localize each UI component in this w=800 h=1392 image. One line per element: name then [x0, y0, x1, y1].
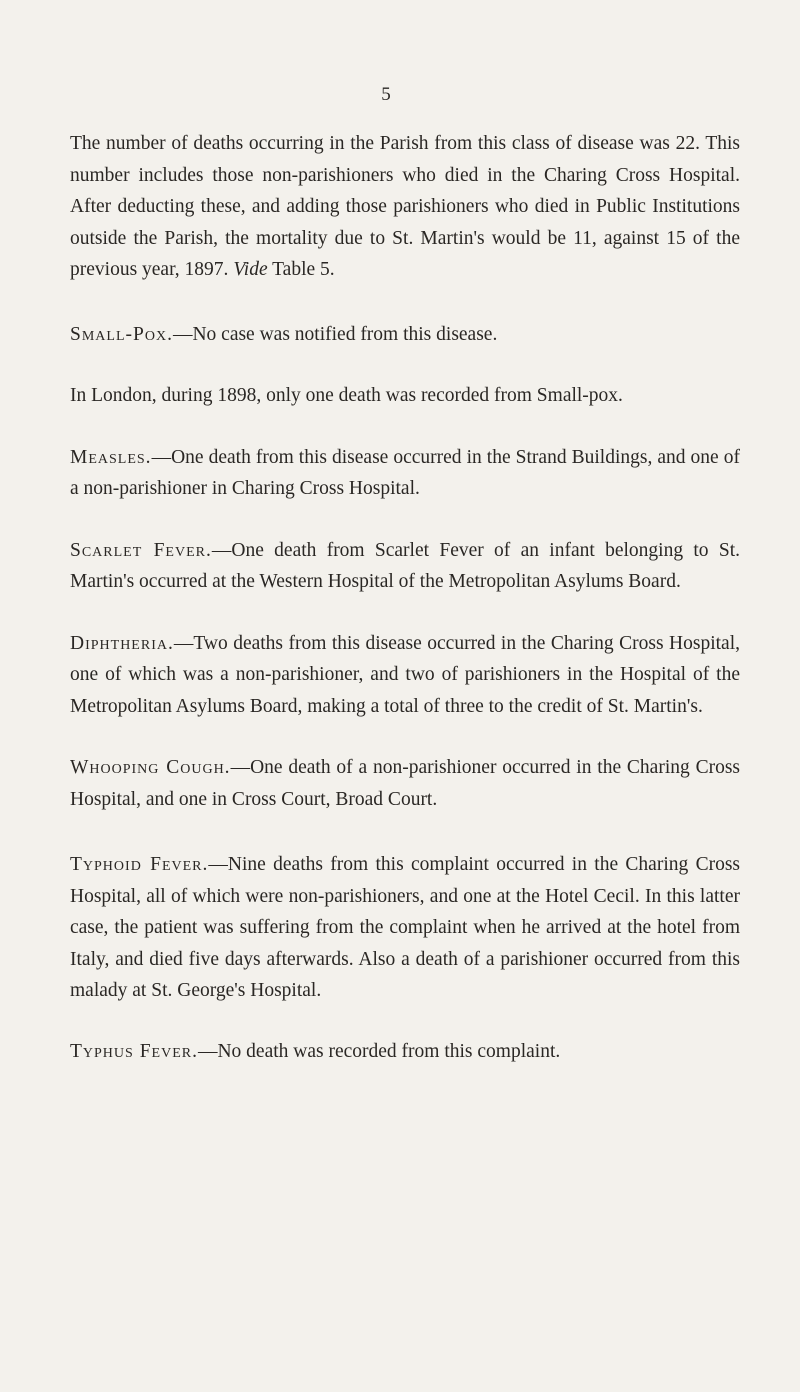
heading-small-pox: Small-Pox. — [70, 323, 173, 345]
heading-measles: Measles. — [70, 446, 152, 468]
body-typhoid-fever: —Nine deaths from this complaint occurred in the Charing Cross Hospital, all of which were non-parishioners, and one at the Hotel Cecil. In this latter case, the patient was suffering from the complaint when he arrived at the hotel from Italy, and died five days afterwards. Also a death of a parishioner occurred from this malady at St. George's Hospital. — [70, 854, 740, 1001]
intro-text-start: The number of deaths occurring in the Parish from this class of disease was 22. This number includes those non-parishioners who died in the Charing Cross Hospital. After deducting these, and adding those parishioners who died in Public Institutions outside the Parish, the mortality due to St. Martin's would be 11, against 15 of the previous year, 1897. — [70, 133, 740, 280]
paragraph-diphtheria — [70, 628, 740, 723]
body-measles: —One death from this disease occurred in the Strand Buildings, and one of a non-parishioner in Charing Cross Hospital. — [70, 446, 740, 499]
paragraph-whooping-cough — [70, 752, 740, 815]
paragraph-small-pox — [70, 319, 740, 351]
paragraph-london — [70, 380, 740, 412]
body-whooping-cough: —One death of a non-parishioner occurred in the Charing Cross Hospital, and one in Cross Court, Broad Court. — [70, 757, 740, 810]
paragraph-measles — [70, 442, 740, 505]
paragraph-scarlet-fever — [70, 535, 740, 598]
paragraph-typhus-fever — [70, 1036, 740, 1068]
intro-text-end: Table 5. — [267, 259, 335, 280]
document-body — [70, 128, 740, 1067]
body-london: In London, during 1898, only one death was recorded from Small-pox. — [70, 385, 623, 406]
body-small-pox: —No case was notified from this disease. — [172, 323, 498, 345]
body-scarlet-fever: —One death from Scarlet Fever of an infant belonging to St. Martin's occurred at the Western Hospital of the Metropolitan Asylums Board. — [70, 539, 741, 592]
heading-typhoid-fever: Typhoid Fever. — [70, 854, 209, 875]
paragraph-typhoid-fever — [70, 849, 740, 1007]
body-diphtheria: —Two deaths from this disease occurred in the Charing Cross Hospital, one of which was a non-parishioner, and two of parishioners in the Hospital of the Metropolitan Asylums Board, making a total of three to the credit of St. Martin's. — [70, 632, 740, 717]
heading-diphtheria: Diphtheria. — [70, 632, 174, 654]
heading-whooping-cough: Whooping Cough. — [70, 757, 231, 778]
paragraph-intro — [70, 128, 740, 286]
vide-reference: Vide — [233, 259, 268, 280]
heading-typhus-fever: Typhus Fever. — [70, 1040, 198, 1062]
page-number: 5 — [381, 84, 391, 105]
heading-scarlet-fever: Scarlet Fever. — [70, 539, 212, 561]
body-typhus-fever: —No death was recorded from this complaint. — [197, 1040, 561, 1062]
